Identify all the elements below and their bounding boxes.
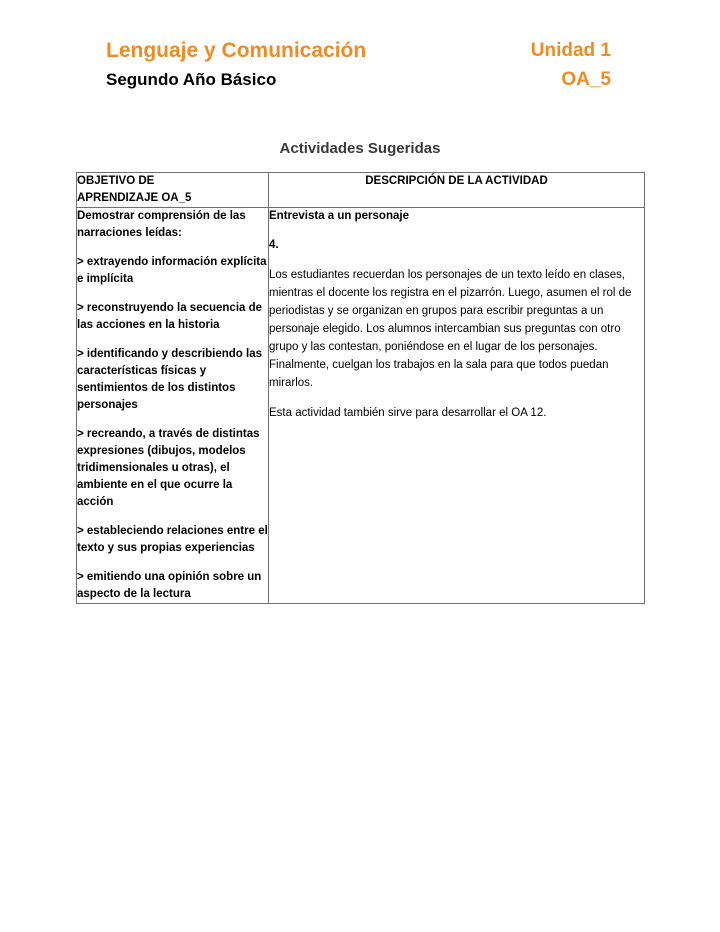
table-row: [77, 208, 645, 604]
activity-number: 4.: [269, 239, 279, 251]
section-title: Actividades Sugeridas: [279, 140, 441, 157]
table-header-row: [77, 173, 645, 208]
activity-title: Entrevista a un personaje: [269, 210, 409, 222]
header-right-block: [531, 38, 611, 92]
objective-item: > extrayendo información explícita e implícita: [77, 256, 267, 285]
page-subtitle: Segundo Año Básico: [106, 70, 277, 89]
objective-lead: Demostrar comprensión de las narraciones leídas:: [77, 210, 246, 239]
column-header-objective-line1: OBJETIVO DE: [77, 175, 155, 187]
objective-item: > emitiendo una opinión sobre un aspecto de la lectura: [77, 571, 262, 600]
header-left-block: [106, 38, 366, 92]
objective-item: > recreando, a través de distintas expresiones (dibujos, modelos tridimensionales u otras), el ambiente en el que ocurre la acción: [77, 428, 260, 508]
activity-paragraph: Esta actividad también sirve para desarrollar el OA 12.: [269, 407, 547, 419]
oa-label: OA_5: [561, 69, 611, 90]
objective-item: > reconstruyendo la secuencia de las acciones en la historia: [77, 302, 263, 331]
column-header-objective-line2: APRENDIZAJE OA_5: [77, 192, 192, 204]
objective-item: > identificando y describiendo las características físicas y sentimientos de los distintos personajes: [77, 348, 263, 411]
column-header-description: DESCRIPCIÓN DE LA ACTIVIDAD: [269, 173, 645, 208]
activity-cell: [269, 208, 645, 604]
activity-table: [76, 172, 645, 604]
activity-paragraph: Los estudiantes recuerdan los personajes de un texto leído en clases, mientras el docente los registra en el pizarrón. Luego, asumen el rol de periodistas y se organizan en grupos para escribir preguntas a un personaje elegido. Los alumnos intercambian sus preguntas con otro grupo y las contestan, poniéndose en el lugar de los personajes. Finalmente, cuelgan los trabajos en la sala para que todos puedan mirarlos.: [269, 269, 632, 389]
column-header-objective: [77, 173, 269, 208]
unit-label: Unidad 1: [530, 40, 611, 61]
objective-item: > estableciendo relaciones entre el texto y sus propias experiencias: [77, 525, 268, 554]
document-header: [76, 38, 644, 102]
page-title: Lenguaje y Comunicación: [106, 39, 367, 62]
objective-cell: [77, 208, 269, 604]
